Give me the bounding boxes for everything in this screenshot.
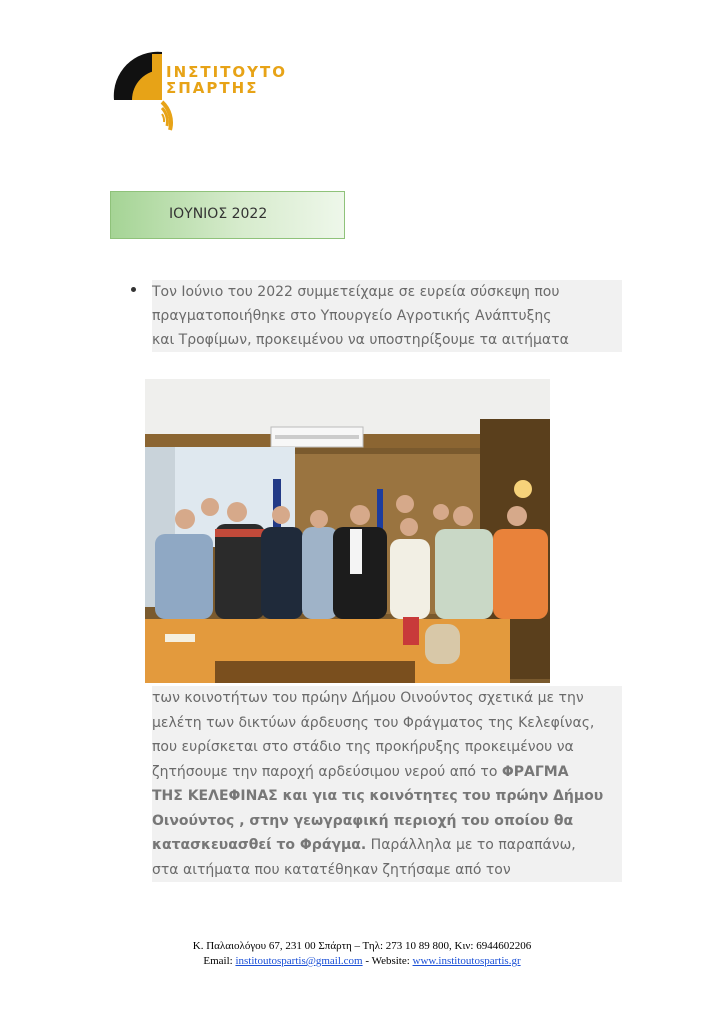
intro-line: πραγματοποιήθηκε στο Υπουργείο Αγροτικής Ανάπτυξης	[152, 304, 622, 328]
logo-line2: ΣΠΑΡΤΗΣ	[166, 79, 259, 97]
body-text: Παράλληλα με το παραπάνω,	[370, 837, 576, 853]
body-line	[152, 760, 622, 785]
bullet-icon	[131, 287, 136, 292]
body-bold: ΤΗΣ ΚΕΛΕΦΙΝΑΣ και για τις κοινότητες του πρώην Δήμου	[152, 788, 604, 804]
body-line: των κοινοτήτων του πρώην Δήμου Οινούντος σχετικά με την	[152, 686, 622, 711]
footer-address: Κ. Παλαιολόγου 67, 231 00 Σπάρτη – Τηλ: 273 10 89 800, Κιν: 6944602206	[192, 940, 532, 952]
logo-text	[166, 64, 287, 96]
month-label: ΙΟΥΝΙΟΣ 2022	[169, 206, 268, 222]
body-line	[152, 809, 622, 834]
footer-contacts	[0, 954, 724, 969]
body-line: μελέτη των δικτύων άρδευσης του Φράγματος της Κελεφίνας,	[152, 711, 622, 736]
footer-separator: - Website:	[362, 955, 413, 967]
body-bold: ΦΡΑΓΜΑ	[501, 763, 569, 780]
intro-line: και Τροφίμων, προκειμένου να υποστηρίξουμε τα αιτήματα	[152, 328, 622, 352]
body-bold: Οινούντος , στην γεωγραφική περιοχή του οποίου θα	[152, 812, 574, 829]
website-link[interactable]: www.institoutospartis.gr	[412, 955, 521, 967]
body-line	[152, 784, 622, 809]
intro-line: Τον Ιούνιο του 2022 συμμετείχαμε σε ευρεία σύσκεψη που	[152, 280, 622, 304]
body-line: στα αιτήματα που κατατέθηκαν ζητήσαμε από τον	[152, 858, 622, 883]
body-line: που ευρίσκεται στο στάδιο της προκήρυξης προκειμένου να	[152, 735, 622, 760]
body-bold: κατασκευασθεί το Φράγμα.	[152, 837, 367, 853]
month-heading-box	[110, 191, 345, 239]
logo-line1: ΙΝΣΤΙΤΟΥΤΟ	[166, 63, 288, 81]
email-link[interactable]: institoutospartis@gmail.com	[235, 955, 363, 967]
meeting-photo	[145, 379, 550, 683]
body-paragraph	[152, 686, 622, 882]
body-line	[152, 833, 622, 858]
body-text: ζητήσουμε την παροχή αρδεύσιμου νερού από το	[152, 763, 498, 780]
intro-paragraph	[152, 280, 622, 352]
page-footer	[0, 939, 724, 969]
footer-email-label: Email:	[203, 955, 236, 967]
